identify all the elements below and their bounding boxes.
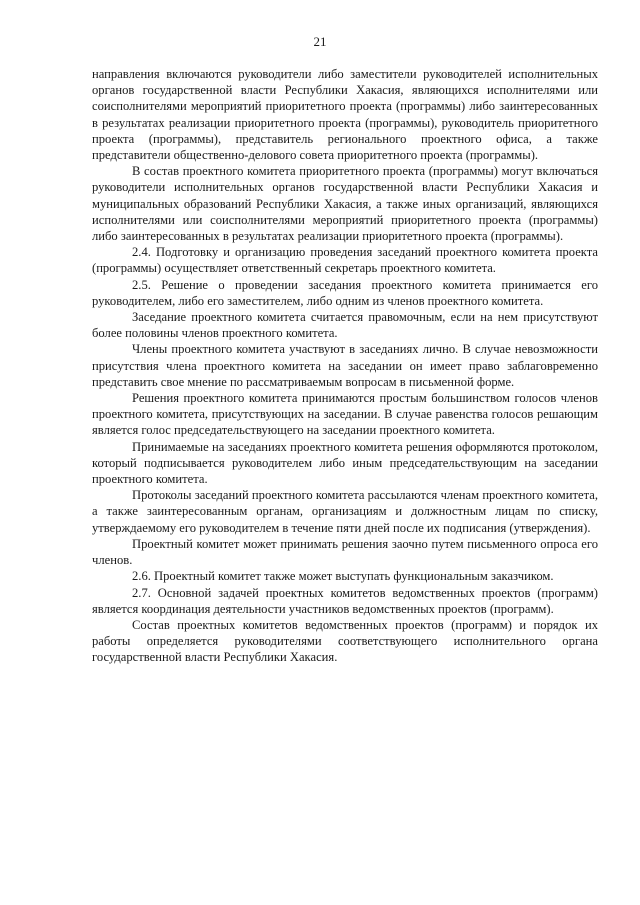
paragraph-11: 2.6. Проектный комитет также может выступать функциональным заказчиком.	[132, 569, 554, 584]
paragraph-5: Заседание проектного комитета считается правомочным, если на нем присутствуют более половины членов проектного комитета.	[92, 310, 598, 341]
paragraph-6: Члены проектного комитета участвуют в заседаниях лично. В случае невозможности присутствия члена проектного комитета на заседании он имеет право заблаговременно представить свое мнение по рассматриваемым вопросам в письменной форме.	[92, 342, 598, 389]
paragraph-4: 2.5. Решение о проведении заседания проектного комитета принимается его руководителем, либо его заместителем, либо одним из членов проектного комитета.	[92, 277, 598, 308]
paragraph-12: 2.7. Основной задачей проектных комитетов ведомственных проектов (программ) является координация деятельности участников ведомственных проектов (программ).	[92, 585, 598, 616]
paragraph-7: Решения проектного комитета принимаются простым большинством голосов членов проектного комитета, присутствующих на заседании. В случае равенства голосов решающим является голос председательствующего на заседании проектного комитета.	[92, 391, 598, 438]
paragraph-2: В состав проектного комитета приоритетного проекта (программы) могут включаться руководители исполнительных органов государственной власти Республики Хакасия и муниципальных образований Республики Хакасия, а также иных организаций, являющихся исполнителями или соисполнителями мероприятий приоритетного проекта (программы) либо заинтересованных в результатах реализации приоритетного проекта (программы).	[92, 164, 598, 244]
paragraph-3: 2.4. Подготовку и организацию проведения заседаний проектного комитета проекта (программы) осуществляет ответственный секретарь проектного комитета.	[92, 245, 598, 276]
paragraph-1: направления включаются руководители либо заместители руководителей исполнительных органов государственной власти Республики Хакасия, являющихся исполнителями или соисполнителями мероприятий приоритетного проекта (программы) либо заинтересованных в результатах реализации приоритетного проекта (программы), руководитель приоритетного проекта (программы), представитель регионального проектного офиса, а также представители общественно-делового совета приоритетного проекта (программы).	[92, 67, 598, 163]
paragraph-10: Проектный комитет может принимать решения заочно путем письменного опроса его членов.	[92, 536, 598, 568]
paragraph-8: Принимаемые на заседаниях проектного комитета решения оформляются протоколом, который подписывается руководителем либо иным председательствующим на заседании проектного комитета.	[92, 439, 598, 487]
paragraph-13: Состав проектных комитетов ведомственных проектов (программ) и порядок их работы определяется руководителями соответствующего исполнительного органа государственной власти Республики Хакасия.	[92, 617, 598, 665]
document-body	[92, 66, 598, 666]
paragraph-9: Протоколы заседаний проектного комитета рассылаются членам проектного комитета, а также заинтересованным органам, организациям и должностным лицам по списку, утверждаемому его руководителем в течение пяти дней после их подписания (утверждения).	[92, 488, 598, 535]
page-number: 21	[313, 34, 327, 49]
